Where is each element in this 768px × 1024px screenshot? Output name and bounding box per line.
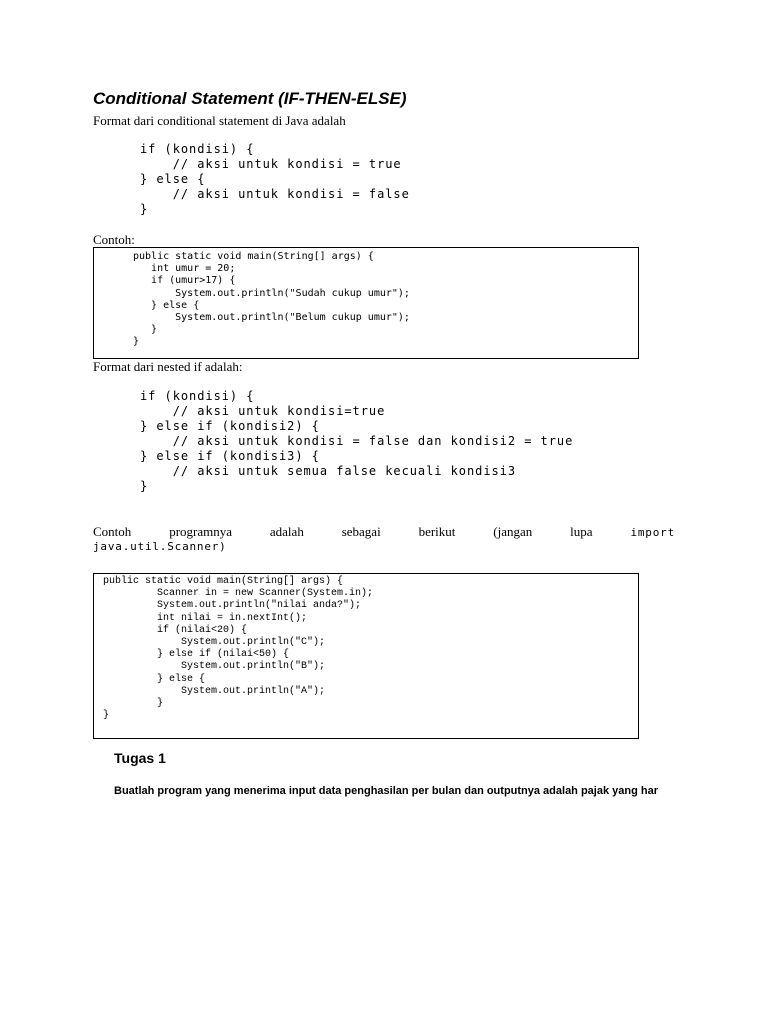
tugas-title: Tugas 1	[114, 750, 166, 766]
nested-if-intro: Format dari nested if adalah:	[93, 359, 243, 374]
example1-code-box	[93, 247, 639, 359]
if-else-format-code: if (kondisi) { // aksi untuk kondisi = true } else { // aksi untuk kondisi = false }	[140, 142, 410, 216]
example2-code-box	[93, 573, 639, 739]
intro-paragraph: Format dari conditional statement di Java adalah	[93, 113, 346, 128]
nested-if-format-code: if (kondisi) { // aksi untuk kondisi=true } else if (kondisi2) { // aksi untuk kondisi = false dan kondisi2 = true } else if (kondisi3) { // aksi untuk semua false kecuali kondisi3 }	[140, 389, 574, 493]
example2-code: public static void main(String[] args) { Scanner in = new Scanner(System.in); System.out.println("nilai anda?"); int nilai = in.nextInt(); if (nilai<20) { System.out.println("C"); } else if (nilai<50) { System.out.println("B"); } else { System.out.println("A"); } }	[103, 576, 374, 722]
page-title: Conditional Statement (IF-THEN-ELSE)	[93, 89, 407, 108]
intro-word: adalah	[269, 524, 304, 539]
intro-word: programnya	[169, 524, 232, 539]
intro-word: sebagai	[341, 524, 381, 539]
intro-word: (jangan	[493, 524, 533, 539]
example2-intro-line2: java.util.Scanner)	[93, 540, 227, 553]
intro-keyword: import	[630, 526, 675, 539]
example2-intro-line	[93, 524, 675, 540]
tugas-text: Buatlah program yang menerima input data penghasilan per bulan dan outputnya adalah pajak yang har	[114, 785, 658, 797]
intro-word: Contoh	[93, 524, 132, 539]
example1-label: Contoh:	[93, 232, 135, 247]
intro-word: lupa	[570, 524, 593, 539]
example1-code: public static void main(String[] args) { int umur = 20; if (umur>17) { System.out.println("Sudah cukup umur"); } else { System.out.println("Belum cukup umur"); } }	[133, 251, 410, 348]
intro-word: berikut	[418, 524, 456, 539]
